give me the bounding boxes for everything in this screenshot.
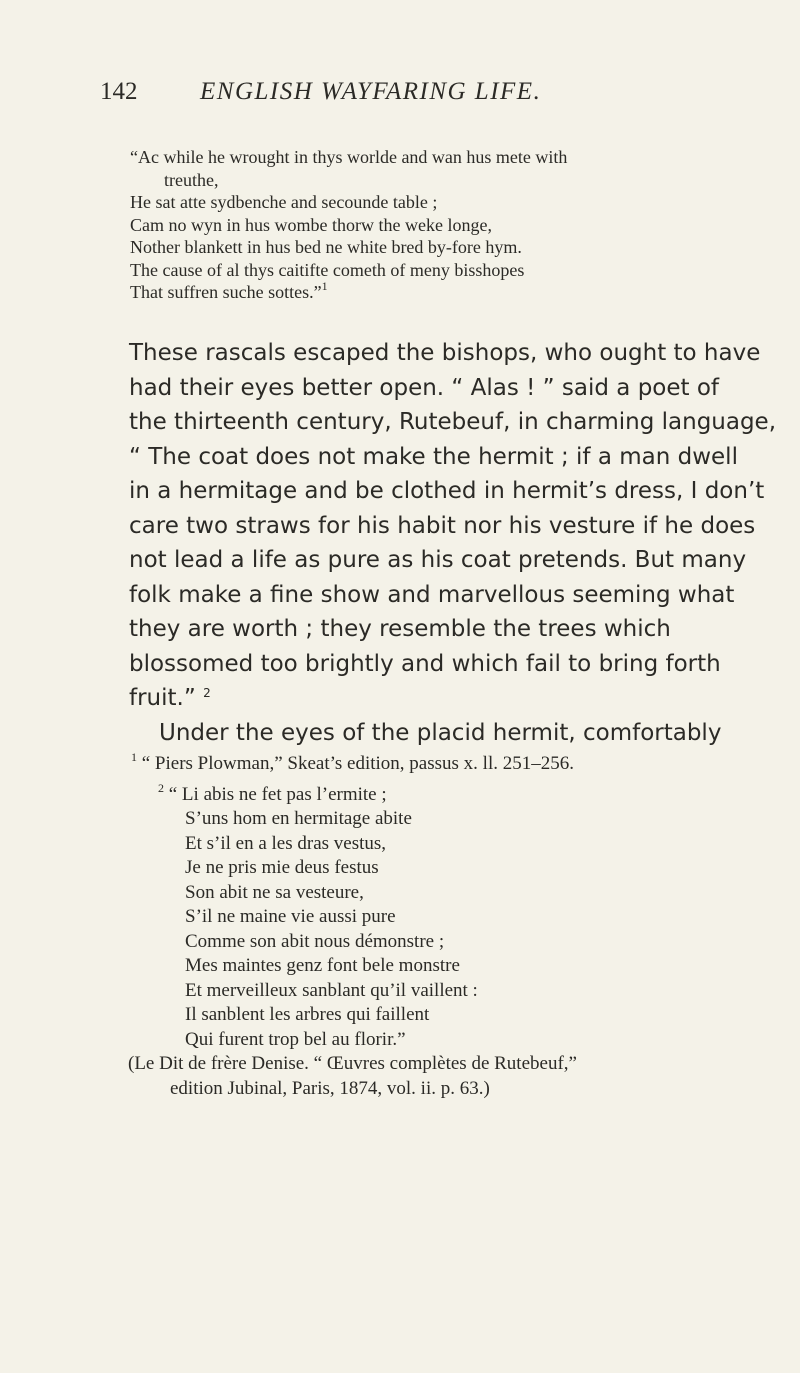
footnote-verse-line: Mes maintes genz font bele monstre bbox=[185, 955, 460, 976]
body-line: in a hermitage and be clothed in hermit’s dress, I don’t bbox=[129, 478, 765, 504]
body-line: folk make a fine show and marvellous seeming what bbox=[129, 581, 735, 608]
footnote-verse-line: S’il ne maine vie aussi pure bbox=[185, 906, 396, 927]
footnote-verse-line: Et merveilleux sanblant qu’il vaillent : bbox=[185, 979, 478, 1001]
body-line-text: fruit.” bbox=[129, 685, 196, 711]
verse-line: treuthe, bbox=[164, 169, 219, 190]
footnote-marker: 2 bbox=[158, 780, 164, 795]
footnote-citation: edition Jubinal, Paris, 1874, vol. ii. p. 63.) bbox=[170, 1077, 490, 1099]
footnote-verse-line: Comme son abit nous démonstre ; bbox=[185, 930, 445, 952]
body-line: “ The coat does not make the hermit ; if a man dwell bbox=[129, 443, 738, 470]
verse-line-text: That suffren suche sottes.” bbox=[130, 282, 322, 302]
footnote-verse-line: Il sanblent les arbres qui faillent bbox=[185, 1004, 430, 1025]
verse-line: Cam no wyn in hus wombe thorw the weke longe, bbox=[130, 214, 492, 235]
body-line bbox=[129, 681, 739, 716]
footnote-citation: (Le Dit de frère Denise. “ Œuvres complètes de Rutebeuf,” bbox=[128, 1053, 577, 1074]
body-line: Under the eyes of the placid hermit, comfortably bbox=[159, 719, 722, 746]
body-line: blossomed too brightly and which fail to bring forth bbox=[129, 650, 721, 677]
footnote-verse-line: S’uns hom en hermitage abite bbox=[185, 808, 412, 829]
verse-line: Nother blankett in hus bed ne white bred by-fore hym. bbox=[130, 237, 522, 257]
running-head: ENGLISH WAYFARING LIFE. bbox=[200, 78, 542, 105]
verse-line: He sat atte sydbenche and secounde table ; bbox=[130, 192, 438, 212]
footnote-2 bbox=[158, 780, 758, 808]
body-text bbox=[129, 336, 777, 750]
body-line: These rascals escaped the bishops, who ought to have bbox=[129, 340, 761, 366]
body-line: the thirteenth century, Rutebeuf, in charming language, bbox=[129, 409, 777, 435]
page-number: 142 bbox=[100, 78, 138, 105]
footnote-text: “ Piers Plowman,” Skeat’s edition, passus x. ll. 251–256. bbox=[141, 753, 574, 774]
footnote-text: “ Li abis ne fet pas l’ermite ; bbox=[168, 783, 387, 805]
body-line: they are worth ; they resemble the trees which bbox=[129, 616, 671, 642]
footnote-marker: 1 bbox=[131, 750, 137, 764]
footnote-verse-line: Son abit ne sa vesteure, bbox=[185, 881, 364, 903]
footnote-ref-2[interactable]: 2 bbox=[203, 686, 211, 700]
footnote-1 bbox=[131, 752, 758, 777]
verse-quote bbox=[130, 146, 730, 304]
footnote-verse-line: Et s’il en a les dras vestus, bbox=[185, 832, 387, 854]
footnote-ref-1[interactable]: 1 bbox=[321, 279, 328, 293]
footnote-verse-line: Qui furent trop bel au florir.” bbox=[185, 1028, 406, 1050]
body-line: care two straws for his habit nor his vesture if he does bbox=[129, 512, 756, 539]
footnote-verse-line: Je ne pris mie deus festus bbox=[185, 857, 379, 878]
verse-line: The cause of al thys caitifte cometh of meny bisshopes bbox=[130, 259, 525, 280]
body-line: not lead a life as pure as his coat pretends. But many bbox=[129, 547, 747, 573]
verse-line: “Ac while he wrought in thys worlde and wan hus mete with bbox=[130, 147, 568, 167]
body-line: had their eyes better open. “ Alas ! ” said a poet of bbox=[129, 374, 720, 401]
verse-line bbox=[130, 281, 730, 304]
footnotes bbox=[128, 750, 758, 1101]
